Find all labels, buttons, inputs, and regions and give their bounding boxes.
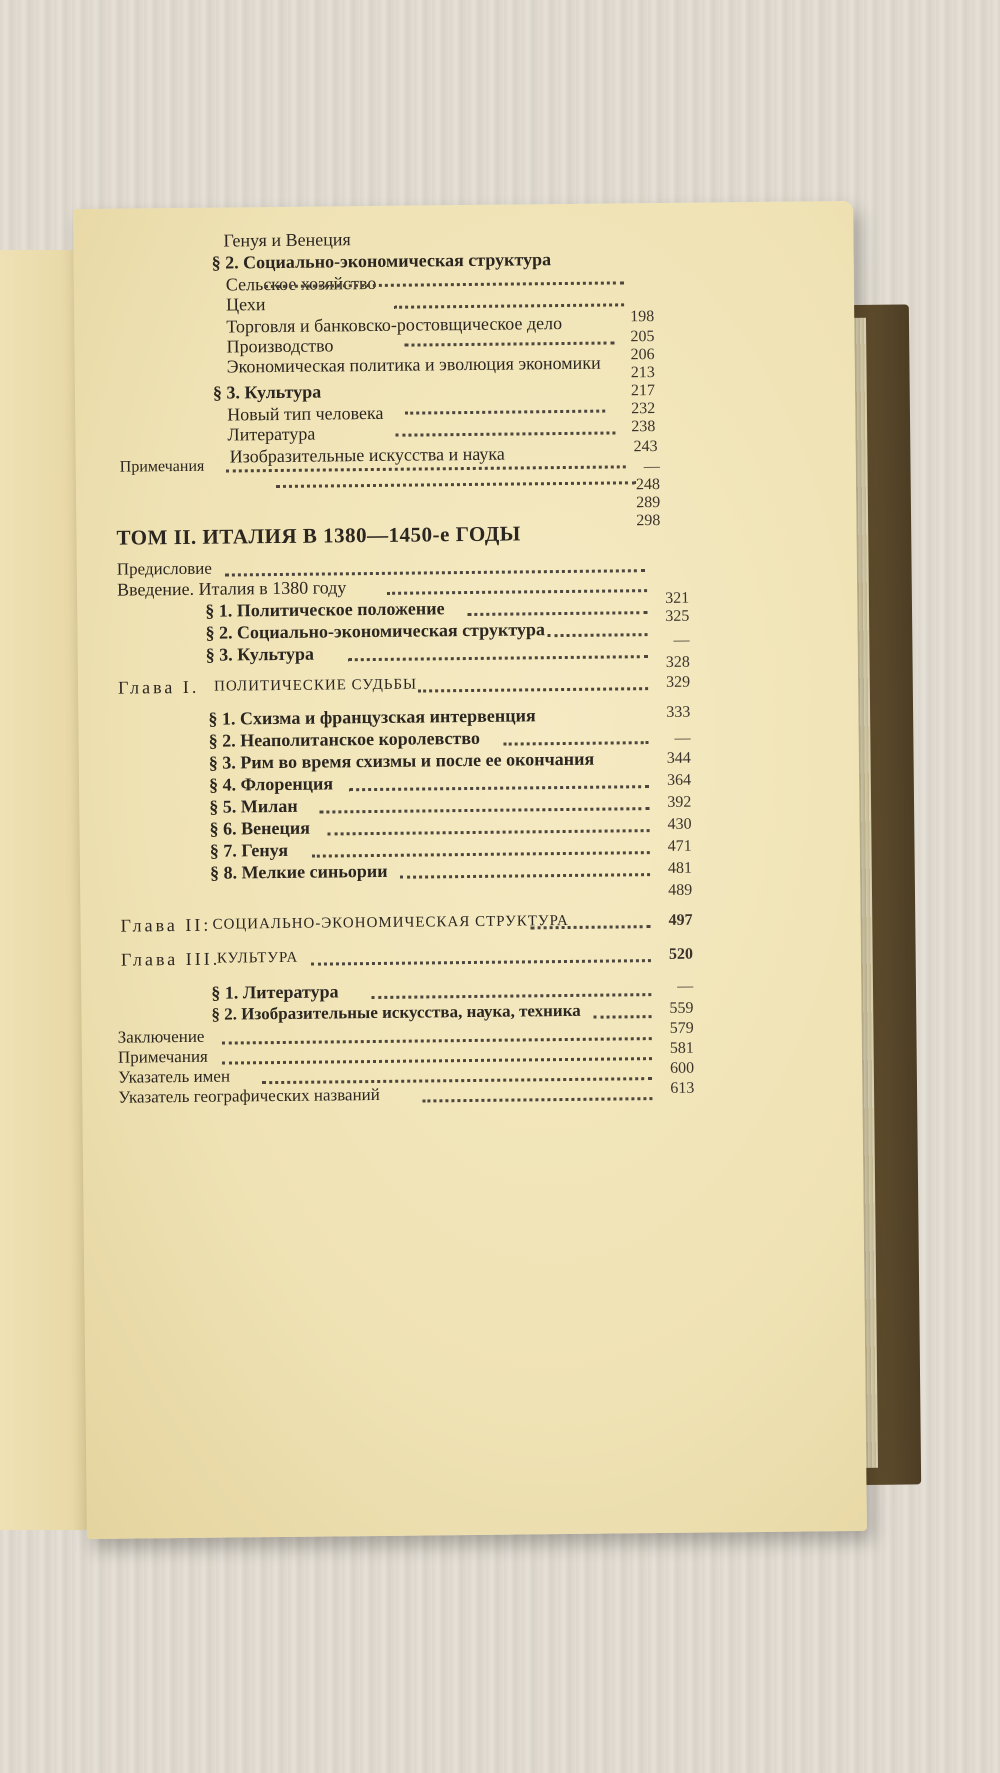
toc-entry: Заключение [117,1026,205,1047]
dot-leader [504,741,649,746]
dot-leader [225,569,645,576]
toc-entry: Экономическая политика и эволюция экономики [226,352,601,377]
page-number: 198 [630,308,655,326]
page-number: 232 [631,400,656,418]
page-number: 298 [636,511,661,530]
dot-leader [594,1015,652,1019]
dot-leader [418,687,648,692]
page-number: 205 [630,328,655,346]
toc-entry: Сельское хозяйство [225,272,377,295]
dot-leader [311,959,651,966]
chapter-label: Глава III. [120,948,221,970]
page-number: 243 [633,438,658,456]
page-number: 238 [631,418,656,436]
chapter-title: КУЛЬТУРА [216,949,299,967]
page-number: 217 [630,382,656,400]
toc-entry: Новый тип человека [227,402,384,425]
dot-leader [387,589,647,595]
page-number: 579 [669,1019,694,1037]
toc-entry: Примечания [117,1046,208,1067]
page-number: 581 [669,1039,694,1057]
toc-entry: § 2. Неаполитанское королевство [208,727,480,751]
toc-entry: § 4. Флоренция [208,773,334,795]
page-number: 613 [670,1079,695,1097]
toc-entry: § 7. Генуя [209,839,289,861]
page-number: 213 [630,364,655,382]
page-number: 481 [667,859,693,877]
page-number: 328 [665,653,690,671]
toc-entry: Производство [226,335,334,357]
page-number: 600 [669,1059,695,1077]
toc-entry: § 6. Венеция [209,817,310,839]
toc-entry: Цехи [225,294,266,315]
page-number: 329 [665,673,691,691]
dot-leader [395,431,615,436]
page-number: 364 [666,771,692,789]
toc-entry: § 8. Мелкие синьории [209,860,388,883]
toc-entry: § 2. Социально-экономическая структура [205,619,546,643]
toc-entry: § 3. Культура [205,643,315,665]
toc-entry: Генуя и Венеция [223,229,351,251]
dot-leader [276,481,636,488]
toc-entry: Указатель географических названий [118,1084,380,1107]
toc-entry: § 1. Схизма и французская интервенция [208,705,536,729]
dot-leader [400,873,650,879]
dot-leader [531,925,651,929]
chapter-label: Глава II: [120,914,212,936]
dot-leader [348,655,648,661]
toc-entry: § 1. Политическое положение [205,598,445,621]
table-of-contents-page [73,201,867,1539]
page-number: — [674,729,691,747]
dot-leader [349,785,649,791]
page-number: 392 [667,793,692,811]
page-number: 489 [668,881,693,899]
dot-leader [328,829,650,835]
toc-entry: § 3. Культура [212,381,322,403]
page-number: 325 [665,607,690,625]
page-number: — [677,977,694,995]
toc-entry: Торговля и банковско-ростовщическое дело [226,313,563,337]
page-number: 497 [668,911,693,929]
page-number: — [643,457,660,476]
toc-entry: Литература [227,423,316,445]
dot-leader [319,807,649,813]
dot-leader [371,993,651,999]
dot-leader [422,1097,652,1102]
dot-leader [405,410,605,415]
page-number: 248 [635,475,661,494]
dot-leader [394,303,624,308]
dot-leader [222,1057,652,1065]
toc-entry: Изобразительные искусства и наука [229,443,505,467]
toc-entry: § 5. Милан [209,795,298,817]
table-of-contents [73,201,867,1539]
dot-leader [548,633,648,637]
dot-leader [467,611,647,616]
dot-leader [222,1037,652,1045]
chapter-label: Глава I. [117,676,200,698]
toc-entry: § 2. Изобразительные искусства, наука, техника [211,1000,581,1024]
toc-entry: § 2. Социально-экономическая структура [211,249,552,273]
toc-entry: Предисловие [116,558,212,579]
toc-entry: Указатель имен [118,1066,231,1087]
volume-title: ТОМ II. ИТАЛИЯ В 1380—1450-е ГОДЫ [116,521,521,550]
page-number: 559 [669,999,694,1017]
toc-entry: § 1. Литература [211,981,339,1003]
page-number: 289 [636,493,661,512]
page-number: 520 [668,945,693,963]
chapter-title: ПОЛИТИЧЕСКИЕ СУДЬБЫ [213,676,418,695]
dot-leader [262,1077,652,1084]
page-number: 206 [630,346,655,364]
chapter-title: СОЦИАЛЬНО-ЭКОНОМИЧЕСКАЯ СТРУКТУРА [212,912,569,933]
page-number: 321 [665,589,690,607]
dot-leader [312,851,650,858]
page-number: 430 [667,815,692,833]
page-number: 344 [666,749,691,767]
toc-entry: Примечания [119,457,205,476]
page-number: 471 [667,837,692,855]
toc-entry: § 3. Рим во время схизмы и после ее окончания [208,748,595,773]
toc-entry: Введение. Италия в 1380 году [116,577,347,600]
page-number: — [673,631,690,649]
page-number: 333 [666,703,691,721]
dot-leader [404,341,614,346]
